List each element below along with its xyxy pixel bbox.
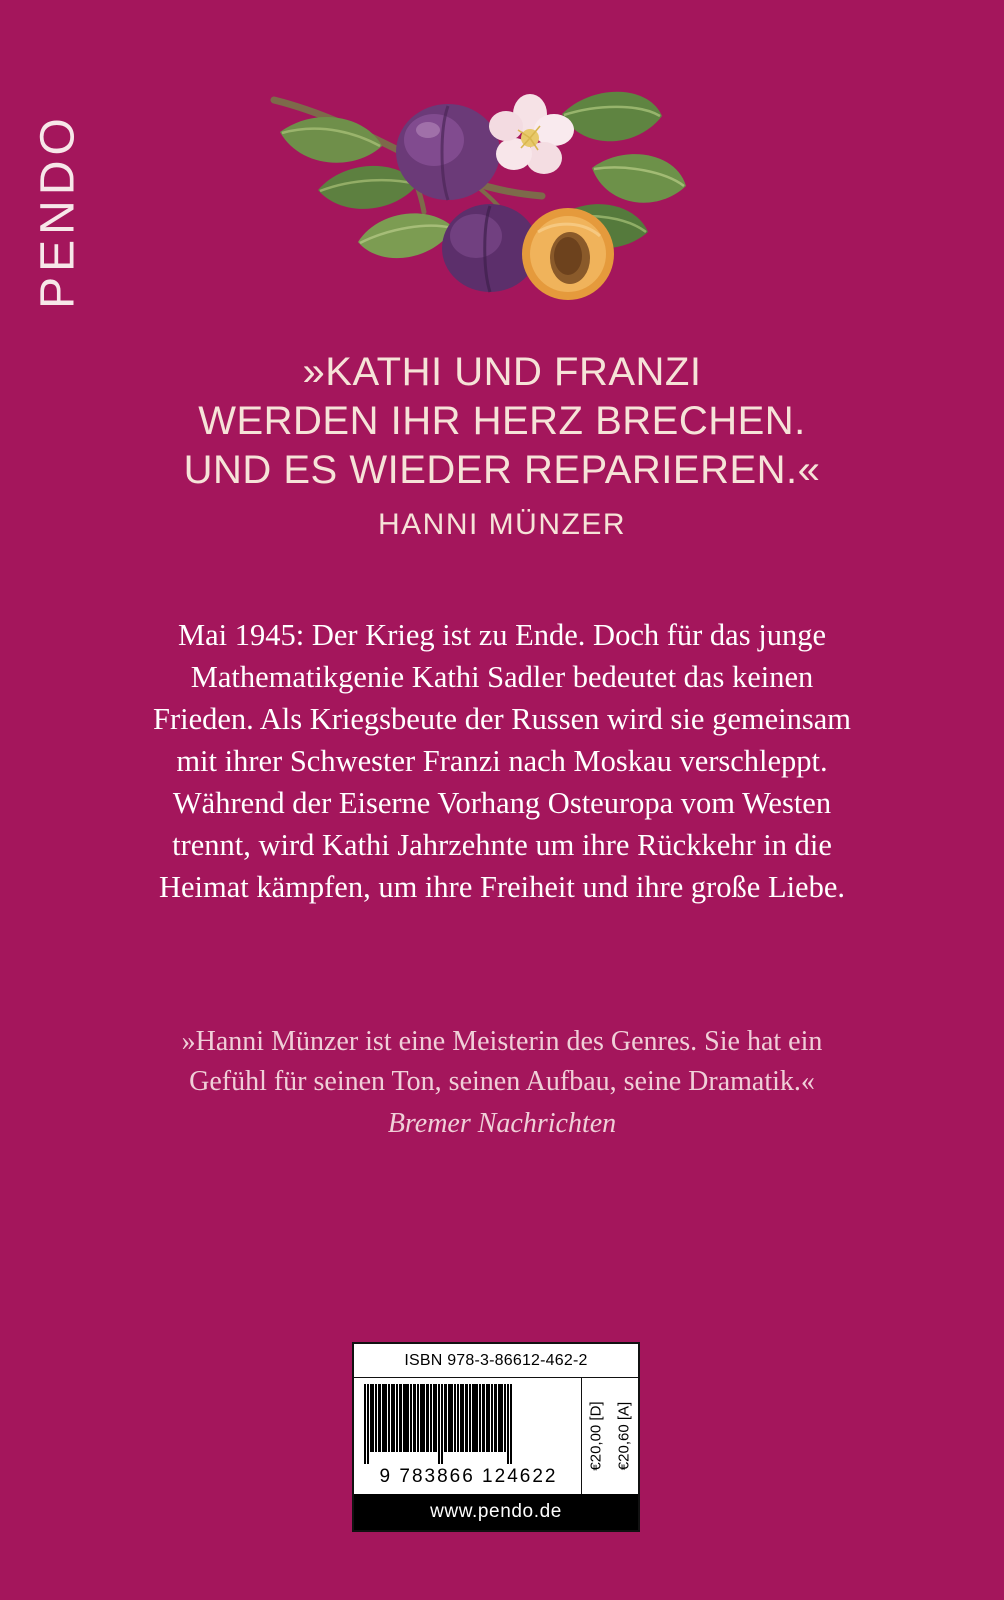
price-column bbox=[581, 1378, 638, 1494]
quote-line-3: UND ES WIEDER REPARIEREN.« bbox=[183, 447, 821, 492]
barcode-main bbox=[354, 1378, 581, 1494]
barcode-bars bbox=[364, 1384, 573, 1464]
barcode-digits: 9 783866 124622 bbox=[379, 1466, 558, 1487]
price-de: €20,00 [D] bbox=[587, 1401, 605, 1471]
book-blurb bbox=[150, 614, 854, 909]
isbn-row bbox=[354, 1344, 638, 1378]
quote-line-2: WERDEN IHR HERZ BRECHEN. bbox=[198, 398, 806, 443]
price-at: €20,60 [A] bbox=[615, 1401, 633, 1471]
barcode-bars-area bbox=[354, 1378, 638, 1494]
plum-branch-illustration bbox=[262, 72, 702, 332]
publisher-url: www.pendo.de bbox=[354, 1494, 638, 1530]
press-quote-source: Bremer Nachrichten bbox=[387, 1107, 617, 1139]
isbn-label: ISBN 978-3-86612-462-2 bbox=[404, 1351, 588, 1369]
publisher-name: PENDO bbox=[31, 113, 85, 309]
quote-author: HANNI MÜNZER bbox=[378, 508, 626, 542]
barcode-block bbox=[352, 1342, 640, 1532]
publisher-logo bbox=[18, 96, 98, 326]
blurb-text: Mai 1945: Der Krieg ist zu Ende. Doch für das junge Mathematikgenie Kathi Sadler bedeutet das keinen Frieden. Als Kriegsbeute der Russen wird sie gemeinsam mit ihrer Schwester Franzi nach Moskau verschleppt. Während der Eiserne Vorhang Osteuropa vom Westen trennt, wird Kathi Jahrzehnte um ihre Rückkehr in die Heimat kämpfen, um ihre Freiheit und ihre große Liebe. bbox=[153, 618, 851, 905]
quote-line-1: »KATHI UND FRANZI bbox=[302, 350, 702, 394]
pull-quote bbox=[0, 348, 1004, 542]
press-quote-text: »Hanni Münzer ist eine Meisterin des Genres. Sie hat ein Gefühl für seinen Ton, seinen Aufbau, seine Dramatik.« bbox=[181, 1026, 823, 1097]
press-quote bbox=[150, 1022, 854, 1143]
